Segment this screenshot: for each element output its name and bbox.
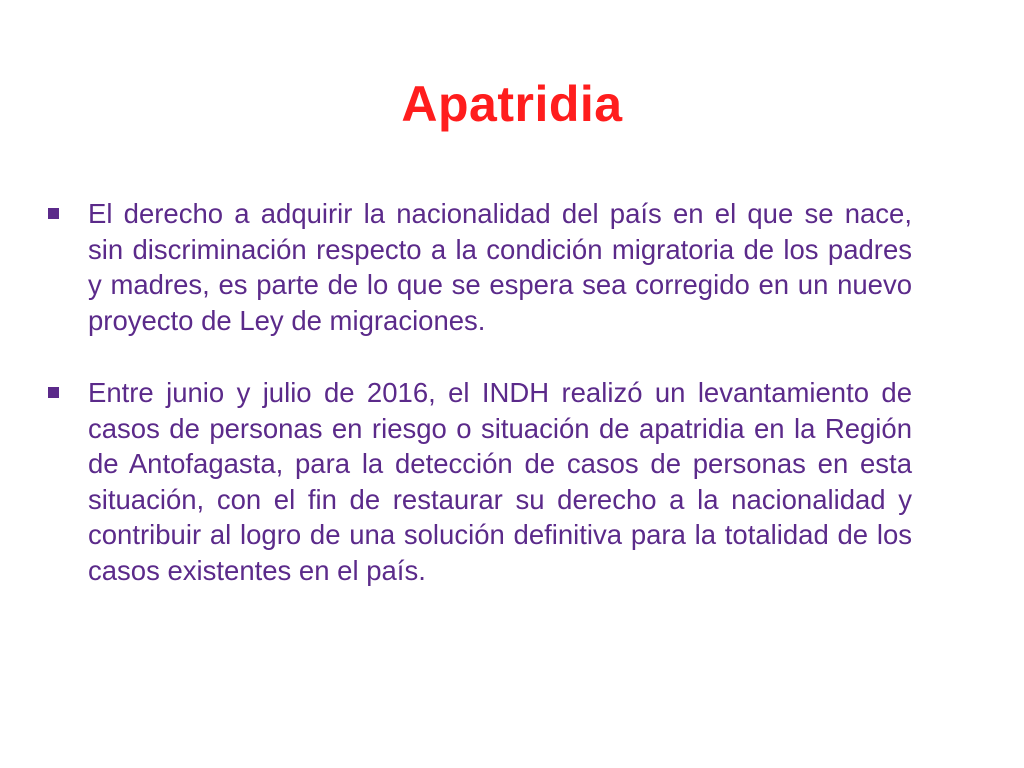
square-bullet-icon <box>44 196 88 231</box>
bullet-item <box>44 375 912 588</box>
bullet-item <box>44 196 912 338</box>
slide-title: Apatridia <box>401 76 623 132</box>
square-bullet-icon <box>44 375 88 410</box>
bullet-text: El derecho a adquirir la nacionalidad del país en el que se nace, sin discriminación respecto a la condición migratoria de los padres y madres, es parte de lo que se espera sea corregido en un nuevo proyecto de Ley de migraciones. <box>88 198 912 336</box>
bullet-text: Entre junio y julio de 2016, el INDH realizó un levantamiento de casos de personas en riesgo o situación de apatridia en la Región de Antofagasta, para la detección de casos de personas en esta situación, con el fin de restaurar su derecho a la nacionalidad y contribuir al logro de una solución definitiva para la totalidad de los casos existentes en el país. <box>88 377 912 586</box>
bullet-list <box>44 196 912 588</box>
